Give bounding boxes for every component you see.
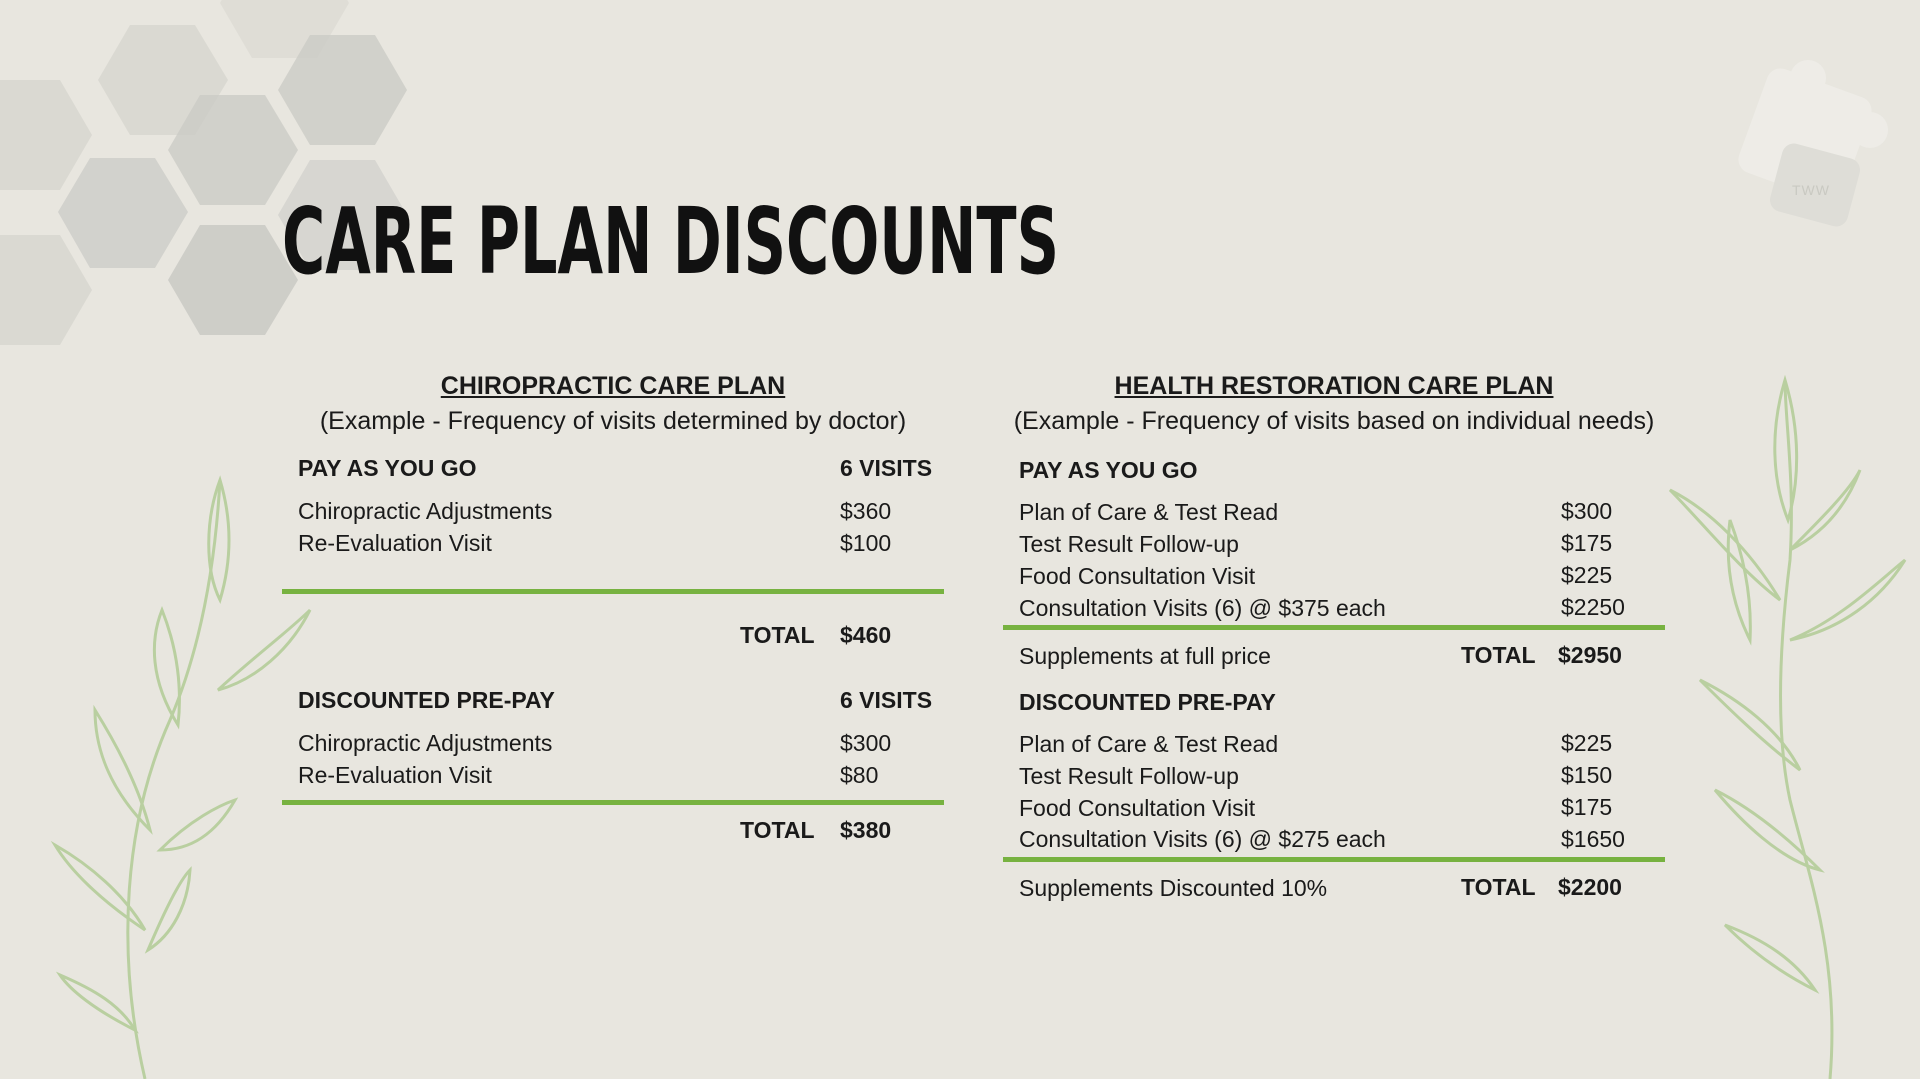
item-label: Test Result Follow-up <box>1019 763 1239 789</box>
total-value: $2950 <box>1558 642 1622 668</box>
item-price: $100 <box>840 530 892 556</box>
supplements-note: Supplements Discounted 10% <box>1019 875 1328 901</box>
total-value: $380 <box>840 817 892 843</box>
plan-subtitle: (Example - Frequency of visits based on individual needs) <box>1013 407 1655 435</box>
item-label: Consultation Visits (6) @ $275 each <box>1019 826 1386 852</box>
total-label: TOTAL <box>1461 874 1536 900</box>
total-label: TOTAL <box>740 622 815 648</box>
item-label: Chiropractic Adjustments <box>298 498 553 524</box>
item-label: Plan of Care & Test Read <box>1019 731 1279 757</box>
item-price: $300 <box>840 730 892 756</box>
total-value: $460 <box>840 622 892 648</box>
item-label: Test Result Follow-up <box>1019 531 1239 557</box>
section-heading: PAY AS YOU GO <box>1019 457 1198 483</box>
supplements-note: Supplements at full price <box>1019 643 1271 669</box>
page-title: CARE PLAN DISCOUNTS <box>282 188 1059 295</box>
item-price: $80 <box>840 762 879 788</box>
item-label: Re-Evaluation Visit <box>298 762 492 788</box>
item-price: $300 <box>1561 498 1613 524</box>
watermark-text: TWW <box>1792 182 1830 198</box>
visits-count: 6 VISITS <box>840 687 933 713</box>
item-price: $2250 <box>1561 594 1625 620</box>
leaf-branch-right <box>1670 380 1905 1079</box>
plan-title: CHIROPRACTIC CARE PLAN <box>440 372 786 400</box>
item-label: Consultation Visits (6) @ $375 each <box>1019 595 1386 621</box>
leaf-branch-left <box>55 480 310 1079</box>
item-price: $225 <box>1561 562 1613 588</box>
puzzle-watermark-icon <box>1735 60 1888 229</box>
item-label: Food Consultation Visit <box>1019 795 1256 821</box>
item-label: Plan of Care & Test Read <box>1019 499 1279 525</box>
item-label: Re-Evaluation Visit <box>298 530 492 556</box>
plan-title: HEALTH RESTORATION CARE PLAN <box>1114 372 1554 400</box>
item-price: $225 <box>1561 730 1613 756</box>
visits-count: 6 VISITS <box>840 455 933 481</box>
item-price: $175 <box>1561 530 1613 556</box>
section-heading: DISCOUNTED PRE-PAY <box>1019 689 1276 715</box>
divider <box>282 800 944 805</box>
total-value: $2200 <box>1558 874 1622 900</box>
plan-subtitle: (Example - Frequency of visits determined by doctor) <box>319 407 907 435</box>
item-label: Chiropractic Adjustments <box>298 730 553 756</box>
item-price: $175 <box>1561 794 1613 820</box>
divider <box>282 589 944 594</box>
item-price: $360 <box>840 498 892 524</box>
section-heading: PAY AS YOU GO <box>298 455 477 481</box>
divider <box>1003 625 1665 630</box>
item-price: $1650 <box>1561 826 1625 852</box>
total-label: TOTAL <box>740 817 815 843</box>
item-label: Food Consultation Visit <box>1019 563 1256 589</box>
item-price: $150 <box>1561 762 1613 788</box>
section-heading: DISCOUNTED PRE-PAY <box>298 687 555 713</box>
total-label: TOTAL <box>1461 642 1536 668</box>
divider <box>1003 857 1665 862</box>
